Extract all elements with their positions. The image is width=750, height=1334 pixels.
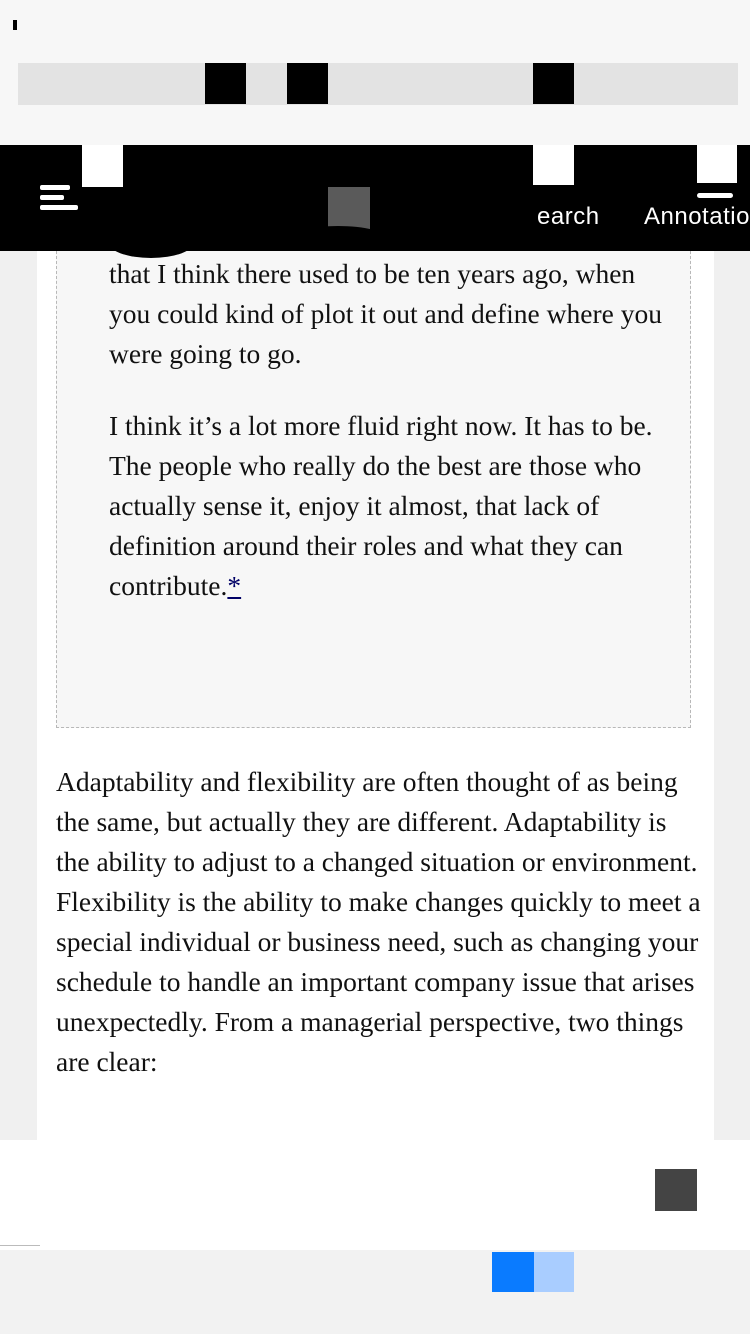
redacted-block [205, 63, 246, 104]
nav-search-link[interactable]: earch [537, 203, 600, 230]
body-paragraph: Adaptability and flexibility are often thought of as being the same, but actually they are different. Adaptability is the ability to adjust to a changed situation or environment. Flexibility is the ability to make changes quickly to meet a special individual or business need, such as changing your schedule to handle an important company issue that arises unexpectedly. From a managerial perspective, two things are clear: [56, 766, 701, 1077]
browser-chrome [0, 0, 750, 145]
menu-icon[interactable] [40, 185, 82, 221]
redacted-smudge [108, 226, 194, 258]
redacted-smudge [290, 226, 386, 250]
nav-annotations-link[interactable]: Annotatio [644, 203, 750, 230]
bottom-toolbar [0, 1140, 750, 1250]
address-bar[interactable] [18, 63, 738, 105]
quote-box [56, 251, 691, 728]
footnote-link[interactable]: * [227, 570, 242, 601]
quote-paragraph-text: I think it’s a lot more fluid right now. It has to be. The people who really do the best are those who actually sense it, enjoy it almost, that lack of definition around their roles and what they can contribute. [109, 410, 653, 601]
app-button[interactable] [534, 1252, 574, 1292]
redacted-block [697, 193, 733, 198]
app-button[interactable] [492, 1252, 534, 1292]
quote-paragraph [109, 406, 669, 606]
reader-page [37, 251, 714, 1151]
quote-paragraph: that I think there used to be ten years ago, when you could kind of plot it out and define where you were going to go. [109, 258, 662, 369]
redacted-block [533, 145, 574, 185]
redacted-block [287, 63, 328, 104]
redacted-block [328, 187, 370, 229]
redacted-block [82, 145, 123, 187]
redacted-block [697, 145, 737, 183]
system-bar [0, 1250, 750, 1334]
status-indicator [13, 20, 17, 30]
redacted-block [533, 63, 574, 104]
divider [0, 1245, 40, 1246]
toolbar-button[interactable] [655, 1169, 697, 1211]
